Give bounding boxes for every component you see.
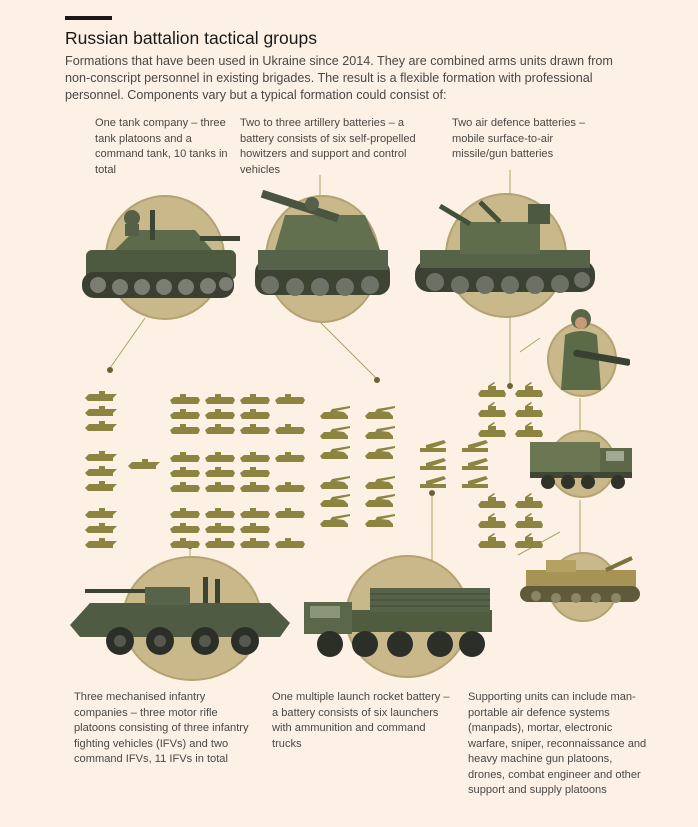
ifv-icon [275,538,305,548]
ifv-icon [170,538,200,548]
howitzer-icon [365,426,395,439]
air-defence-icon [478,533,506,548]
ifv-icon [205,409,235,419]
howitzer-icon [320,476,350,489]
rocket-launcher-icon [420,440,446,452]
ifv-icon [170,482,200,492]
rocket-launcher-icon [420,476,446,488]
page-title: Russian battalion tactical groups [65,28,317,48]
rocket-launcher-icon [462,476,488,488]
air-defence-icon [478,422,506,437]
tank-icon [85,451,117,461]
ifv-icon [170,409,200,419]
ifv-icon [205,538,235,548]
ifv-icon [170,467,200,477]
ifv-icon [170,394,200,404]
tank-icon [85,421,117,431]
tank-icon [85,508,117,518]
ifv-icon [170,523,200,533]
caption-air-defence: Two air defence batteries – mobile surface-to-air missile/gun batteries [452,117,586,160]
ifv-icon [275,452,305,462]
howitzer-icon [365,406,395,419]
rocket-launcher-icon [420,458,446,470]
air-defence-icon [478,402,506,417]
caption-artillery: Two to three artillery batteries – a battery consists of six self-propelled howitzers and support and control vehicles [240,117,416,176]
ifv-icon [205,482,235,492]
howitzer-icon [320,446,350,459]
tank-icon [85,466,117,476]
howitzer-icon [365,514,395,527]
intro-text: Formations that have been used in Ukraine since 2014. They are combined arms units drawn from non-conscript personnel in existing brigades. The result is a flexible formation with professional personnel. Components vary but a typical formation could consist of: [65,54,613,102]
ifv-icon [240,409,270,419]
caption-tank-company: One tank company – three tank platoons and a command tank, 10 tanks in total [95,117,228,176]
howitzer-icon [320,514,350,527]
howitzer-icon [365,446,395,459]
howitzer-icon [365,494,395,507]
air-defence-icon [515,422,543,437]
air-defence-icon [478,513,506,528]
rocket-launcher-icon [462,440,488,452]
ifv-icon [240,424,270,434]
air-defence-icon [515,402,543,417]
ifv-icon [205,508,235,518]
ifv-icon [275,424,305,434]
ifv-icon [240,523,270,533]
ifv-icon [170,424,200,434]
caption-support: Supporting units can include man-portable air defence systems (manpads), mortar, electronic warfare, sniper, reconnaissance and heavy machine gun platoons, drones, combat engineer and other support and supply platoons [468,691,647,796]
caption-infantry: Three mechanised infantry companies – three motor rifle platoons consisting of three infantry fighting vehicles (IFVs) and two command IFVs, 11 IFVs in total [74,691,249,765]
ifv-icon [170,452,200,462]
ifv-icon [240,482,270,492]
howitzer-icon [320,494,350,507]
ifv-icon [240,508,270,518]
ifv-icon [275,482,305,492]
ifv-icon [205,467,235,477]
air-defence-icon [515,493,543,508]
tank-icon [128,459,160,469]
ifv-icon [240,538,270,548]
ifv-icon [170,508,200,518]
air-defence-icon [515,513,543,528]
ifv-icon [275,508,305,518]
ifv-icon [205,424,235,434]
air-defence-icon [515,533,543,548]
tank-icon [85,481,117,491]
ifv-icon [240,452,270,462]
caption-rocket: One multiple launch rocket battery – a battery consists of six launchers with ammunition and command trucks [272,691,450,750]
howitzer-icon [320,406,350,419]
air-defence-icon [478,493,506,508]
ifv-icon [240,467,270,477]
air-defence-icon [515,382,543,397]
air-defence-icon [478,382,506,397]
ifv-icon [205,452,235,462]
tank-icon [85,406,117,416]
rocket-launcher-icon [462,458,488,470]
tank-icon [85,391,117,401]
howitzer-icon [320,426,350,439]
ifv-icon [205,523,235,533]
ifv-icon [275,394,305,404]
ifv-icon [205,394,235,404]
howitzer-icon [365,476,395,489]
tank-icon [85,523,117,533]
ifv-icon [240,394,270,404]
tank-icon [85,538,117,548]
